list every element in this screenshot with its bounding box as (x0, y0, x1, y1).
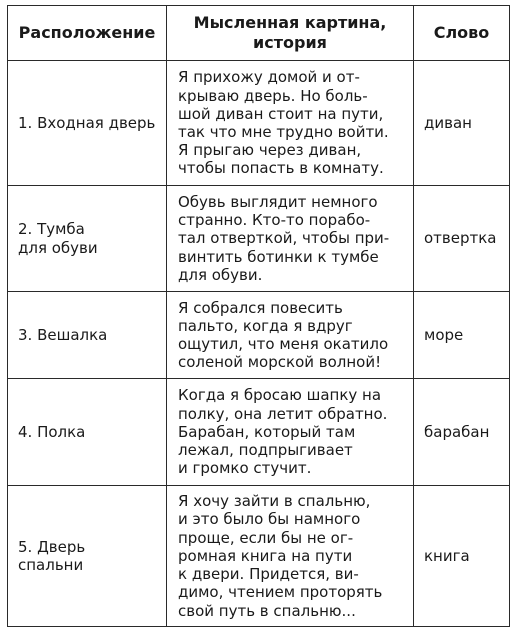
story-line: так что мне трудно войти. (178, 123, 389, 141)
table-row (8, 61, 510, 186)
location-text: 3. Вешалка (18, 325, 108, 344)
story-line: шой диван стоит на пути, (178, 104, 384, 123)
story-cell (167, 486, 414, 627)
story-line: полку, она летит обратно. (178, 404, 388, 423)
header-word-text: Слово (433, 23, 490, 42)
header-location-text: Расположение (18, 23, 156, 42)
table-row (8, 379, 510, 486)
table-row (8, 292, 510, 379)
story-cell (167, 379, 414, 486)
location-text: 4. Полка (18, 422, 86, 441)
story-line: винтить ботинки к тумбе (178, 247, 379, 266)
story-line: крываю дверь. Но боль- (178, 86, 368, 105)
story-line: и это было бы намного (178, 510, 361, 529)
header-location (8, 6, 167, 61)
story-line: к двери. Придется, ви- (178, 565, 359, 584)
word-cell: барабан (414, 379, 510, 486)
location-text: для обуви (18, 238, 98, 257)
story-line: проще, если бы не ог- (178, 528, 354, 547)
header-word (414, 6, 510, 61)
story-line: Обувь выглядит немного (178, 192, 378, 211)
location-text: спальни (18, 556, 84, 574)
story-line: Я хочу зайти в спальню, (178, 492, 371, 511)
location-cell (8, 486, 167, 627)
story-line: пальто, когда я вдруг (178, 316, 353, 335)
story-line: чтобы попасть в комнату. (178, 159, 384, 178)
location-cell (8, 292, 167, 379)
story-cell (167, 186, 414, 292)
location-cell (8, 186, 167, 292)
story-line: Я собрался повесить (178, 298, 343, 317)
location-text: 2. Тумба (18, 220, 85, 238)
story-line: Я прихожу домой и от- (178, 68, 360, 87)
table-row (8, 186, 510, 292)
story-line: Барабан, который там (178, 422, 356, 441)
story-line: и громко стучит. (178, 459, 312, 478)
location-text: 5. Дверь (18, 537, 86, 556)
story-line: ромная книга на пути (178, 546, 353, 565)
story-line: Я прыгаю через диван, (178, 141, 362, 160)
header-story (167, 6, 414, 61)
word-cell: диван (414, 61, 510, 186)
story-line: димо, чтением проторять (178, 583, 383, 602)
story-line: ощутил, что меня окатило (178, 335, 389, 353)
story-line: Когда я бросаю шапку на (178, 386, 382, 405)
word-cell: море (414, 292, 510, 379)
table-row (8, 486, 510, 627)
story-cell (167, 292, 414, 379)
story-line: свой путь в спальню... (178, 601, 356, 620)
story-cell (167, 61, 414, 186)
location-text: 1. Входная дверь (18, 113, 156, 132)
header-story-line: история (253, 33, 327, 52)
word-cell: отвертка (414, 186, 510, 292)
story-line: лежал, подпрыгивает (178, 441, 353, 460)
story-line: для обуви. (178, 265, 263, 284)
story-line: странно. Кто-то порабо- (178, 211, 371, 230)
header-row (8, 6, 510, 61)
memory-palace-table (7, 5, 510, 627)
word-cell: книга (414, 486, 510, 627)
location-cell (8, 61, 167, 186)
location-cell (8, 379, 167, 486)
story-line: тал отверткой, чтобы при- (178, 229, 390, 248)
header-story-line: Мысленная картина, (193, 13, 387, 32)
story-line: соленой морской волной! (178, 353, 382, 372)
